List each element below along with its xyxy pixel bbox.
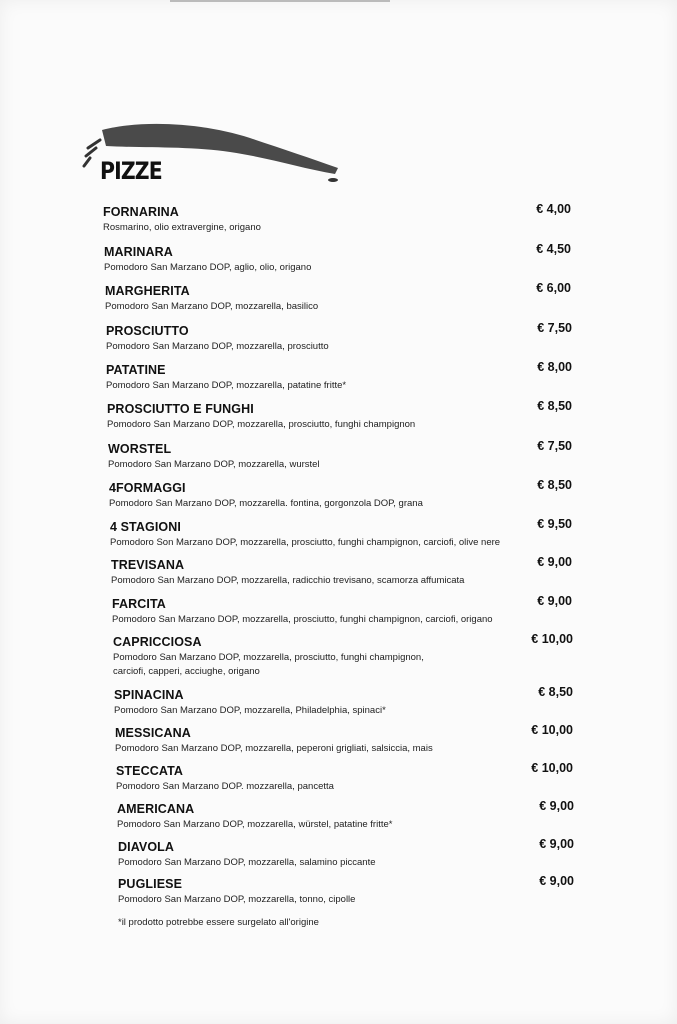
item-name: FORNARINA — [103, 205, 179, 219]
item-description: Pomodoro San Marzano DOP, mozzarella, radicchio trevisano, scamorza affumicata — [111, 575, 465, 586]
item-price: € 8,50 — [538, 685, 573, 699]
scan-mark — [170, 0, 390, 2]
item-name: CAPRICCIOSA — [113, 635, 202, 649]
item-price: € 8,00 — [537, 360, 572, 374]
item-price: € 9,00 — [537, 594, 572, 608]
item-name: PROSCIUTTO E FUNGHI — [107, 402, 254, 416]
item-price: € 8,50 — [537, 478, 572, 492]
item-name: PUGLIESE — [118, 877, 183, 891]
item-name: AMERICANA — [117, 802, 195, 816]
item-description: Pomodoro San Marzano DOP. mozzarella, pancetta — [116, 781, 334, 792]
item-price: € 10,00 — [531, 632, 573, 646]
item-description: Pomodoro Son Marzano DOP, mozzarella, prosciutto, funghi champignon, carciofi, olive nere — [110, 537, 501, 548]
item-price: € 9,00 — [539, 799, 574, 813]
item-description: Pomodoro San Marzano DOP, mozzarella, tonno, cipolle — [118, 894, 356, 905]
item-description: Pomodoro San Marzano DOP, mozzarella, prosciutto, funghi champignon — [107, 419, 416, 430]
item-name: MARINARA — [104, 245, 173, 259]
item-name: STECCATA — [116, 764, 183, 778]
item-name: 4 STAGIONI — [110, 520, 181, 534]
item-description: Pomodoro San Marzano DOP, mozzarella, würstel, patatine fritte* — [117, 819, 393, 830]
item-price: € 9,00 — [539, 837, 574, 851]
item-name: TREVISANA — [111, 558, 185, 572]
item-description-line2: carciofi, capperi, acciughe, origano — [113, 666, 260, 677]
item-description: Pomodoro San Marzano DOP, mozzarella, wurstel — [108, 459, 320, 470]
item-name: PROSCIUTTO — [106, 324, 189, 338]
item-name: PATATINE — [106, 363, 166, 377]
item-description: Pomodoro San Marzano DOP, mozzarella, basilico — [105, 301, 319, 312]
item-name: DIAVOLA — [118, 840, 175, 854]
item-price: € 4,50 — [536, 242, 571, 256]
item-price: € 9,00 — [539, 874, 574, 888]
item-price: € 9,00 — [537, 555, 572, 569]
item-description: Rosmarino, olio extravergine, origano — [103, 222, 261, 233]
item-description: Pomodoro San Marzano DOP, mozzarella, prosciutto — [106, 341, 329, 352]
item-name: MESSICANA — [115, 726, 191, 740]
item-description: Pomodoro San Marzano DOP, mozzarella, prosciutto, funghi champignon, carciofi, capperi, acciughe, origano — [113, 652, 424, 677]
item-description: Pomodoro San Marzano DOP, aglio, olio, origano — [104, 262, 312, 273]
item-name: FARCITA — [112, 597, 166, 611]
item-price: € 10,00 — [531, 761, 573, 775]
item-price: € 4,00 — [536, 202, 571, 216]
item-name: WORSTEL — [108, 442, 172, 456]
item-price: € 6,00 — [536, 281, 571, 295]
footnote: *il prodotto potrebbe essere surgelato all'origine — [118, 917, 319, 928]
item-description: Pomodoro San Marzano DOP, mozzarella, patatine fritte* — [106, 380, 347, 391]
item-name: 4FORMAGGI — [109, 481, 186, 495]
item-description: Pomodoro San Marzano DOP, mozzarella, peperoni grigliati, salsiccia, mais — [115, 743, 433, 754]
item-description: Pomodoro San Marzano DOP, mozzarella, Philadelphia, spinaci* — [114, 705, 386, 716]
item-price: € 10,00 — [531, 723, 573, 737]
item-price: € 9,50 — [537, 517, 572, 531]
item-name: MARGHERITA — [105, 284, 190, 298]
item-name: SPINACINA — [114, 688, 184, 702]
item-description: Pomodoro San Marzano DOP, mozzarella. fontina, gorgonzola DOP, grana — [109, 498, 423, 509]
item-price: € 8,50 — [537, 399, 572, 413]
page-title: PIZZE — [100, 157, 162, 185]
item-price: € 7,50 — [537, 321, 572, 335]
item-description: Pomodoro San Marzano DOP, mozzarella, prosciutto, funghi champignon, carciofi, origano — [112, 614, 493, 625]
item-price: € 7,50 — [537, 439, 572, 453]
item-description: Pomodoro San Marzano DOP, mozzarella, salamino piccante — [118, 857, 376, 868]
